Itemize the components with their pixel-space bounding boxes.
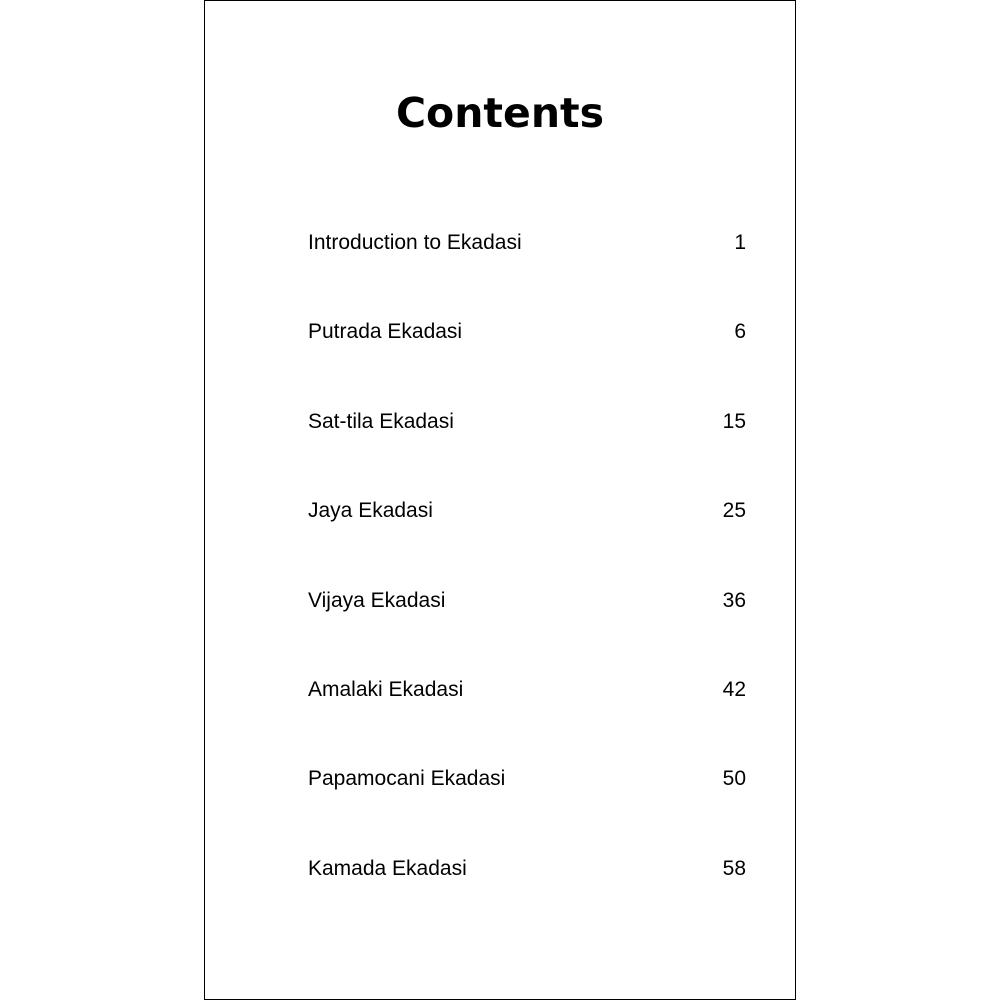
toc-entry-title: Kamada Ekadasi: [308, 856, 467, 880]
toc-entry-page-number: 36: [722, 588, 746, 612]
toc-entry-page-number: 42: [722, 677, 746, 701]
toc-entry-title: Jaya Ekadasi: [308, 499, 433, 523]
toc-entry-page-number: 1: [734, 231, 746, 254]
page-title: Contents: [395, 89, 605, 137]
toc-entry-title: Introduction to Ekadasi: [308, 231, 522, 254]
toc-entry-page-number: 6: [734, 320, 746, 344]
toc-entry-sat-tila[interactable]: [308, 402, 746, 491]
toc-entry-papamocani[interactable]: [308, 759, 746, 848]
toc-entry-amalaki[interactable]: [308, 670, 746, 759]
table-of-contents: [308, 223, 746, 938]
toc-entry-title: Putrada Ekadasi: [308, 320, 463, 344]
toc-entry-title: Sat-tila Ekadasi: [308, 409, 454, 433]
toc-entry-vijaya[interactable]: [308, 581, 746, 670]
toc-entry-page-number: 25: [722, 499, 746, 523]
book-page: [204, 0, 796, 1000]
toc-entry-introduction[interactable]: [308, 223, 746, 312]
toc-entry-page-number: 50: [722, 767, 746, 791]
toc-entry-title: Papamocani Ekadasi: [308, 767, 506, 791]
toc-entry-putrada[interactable]: [308, 312, 746, 401]
toc-entry-title: Amalaki Ekadasi: [308, 677, 464, 701]
toc-entry-kamada[interactable]: [308, 849, 746, 938]
toc-entry-page-number: 15: [722, 409, 746, 433]
toc-entry-page-number: 58: [722, 856, 746, 880]
toc-entry-jaya[interactable]: [308, 491, 746, 580]
toc-entry-title: Vijaya Ekadasi: [308, 588, 446, 612]
